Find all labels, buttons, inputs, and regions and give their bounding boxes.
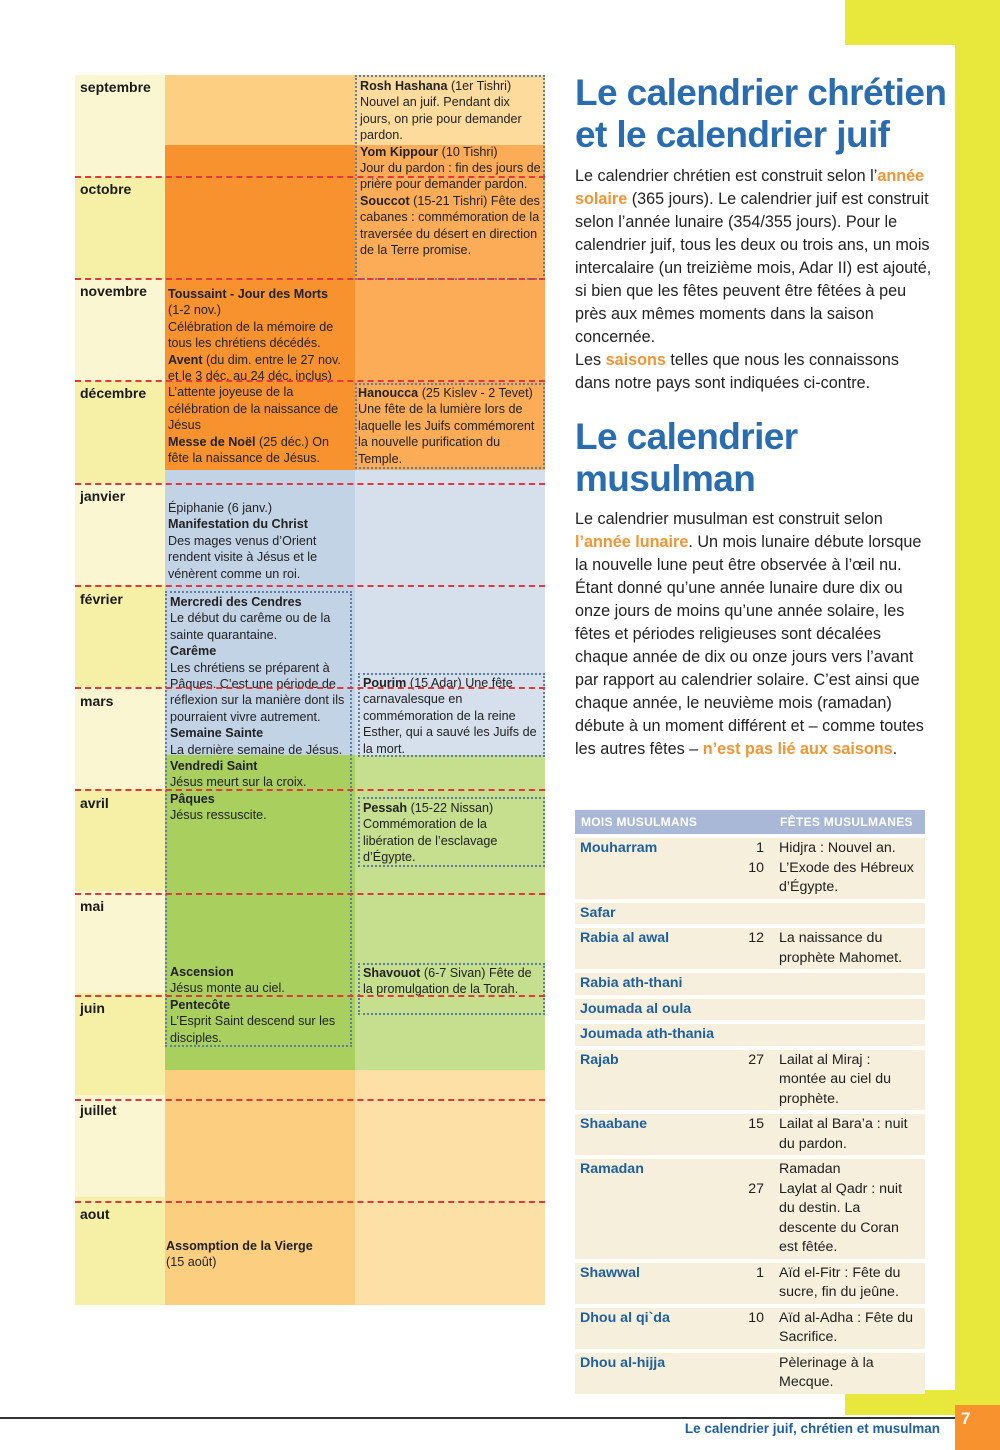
season-block-summer-jewish [355, 1070, 545, 1305]
feast-day [735, 1353, 774, 1394]
month-separator [75, 176, 545, 178]
muslim-month-name: Dhou al-hijja [575, 1353, 735, 1394]
table-row [575, 1050, 925, 1111]
feast-description: Ramadan Laylat al Qadr : nuit du destin. La descente du Coran est fêtée. [774, 1159, 925, 1259]
month-separator [75, 893, 545, 895]
feast-day: 27 [735, 1159, 774, 1259]
muslim-month-name: Ramadan [575, 1159, 735, 1259]
header-spacer [735, 810, 774, 834]
muslim-month-name: Rabia al awal [575, 928, 735, 969]
table-row [575, 903, 925, 925]
feast-description: Aïd el-Fitr : Fête du sucre, fin du jeûne. [774, 1263, 925, 1304]
page-number: 7 [955, 1405, 1000, 1450]
muslim-month-name: Shaabane [575, 1114, 735, 1155]
month-separator [75, 380, 545, 382]
muslim-month-name: Joumada al oula [575, 999, 735, 1021]
feast-day: 10 [735, 1308, 774, 1349]
section-title-christian-jewish [575, 72, 946, 156]
muslim-month-name: Rajab [575, 1050, 735, 1111]
event-pessah: Pessah (15-22 Nissan) Commémoration de la libération de l’esclavage d’Égypte. [363, 801, 498, 865]
feast-description: Lailat al Miraj : montée au ciel du prophète. [774, 1050, 925, 1111]
muslim-month-name: Shawwal [575, 1263, 735, 1304]
event-toussaint-avent-noel: Toussaint - Jour des Morts (1-2 nov.) Célébration de la mémoire de tous les chrétiens décédés. Avent (du dim. entre le 27 nov. et le 3 déc. au 24 déc. inclus) L’attente joyeuse de la célébration de la naissance de Jésus Messe de Noël (25 déc.) On fête la naissance de Jésus. [168, 287, 341, 466]
feast-description: Lailat al Bara’a : nuit du pardon. [774, 1114, 925, 1155]
calendar-chart [75, 75, 545, 1305]
month-separator [75, 1201, 545, 1203]
feast-day [735, 999, 774, 1021]
month-separator [75, 1099, 545, 1101]
footer-rule [0, 1417, 955, 1419]
month-label: mai [80, 898, 105, 914]
feast-description: Hidjra : Nouvel an. L’Exode des Hébreux d’Égypte. [774, 838, 925, 899]
event-rosh-hashana: Rosh Hashana (1er Tishri) Nouvel an juif. Pendant dix jours, on prie pour demander pardon. Yom Kippour (10 Tishri) Jour du pardon : fin des jours de prière pour demander pardon. Souccot (15-21 Tishri) Fête des cabanes : commémoration de la traversée du désert en direction de la Terre promise. [360, 79, 541, 258]
month-label: février [80, 591, 123, 607]
table-row [575, 1114, 925, 1155]
month-label: décembre [80, 385, 147, 401]
event-assomption: Assomption de la Vierge (15 août) [166, 1239, 313, 1270]
muslim-month-name: Safar [575, 903, 735, 925]
feast-description: La naissance du prophète Mahomet. [774, 928, 925, 969]
muslim-months-table [575, 806, 925, 1398]
feast-day: 15 [735, 1114, 774, 1155]
month-separator [75, 483, 545, 485]
month-label: avril [80, 795, 109, 811]
season-block-late-summer-christian [165, 75, 355, 145]
feast-day [735, 903, 774, 925]
month-separator [75, 995, 545, 997]
table-header-row [575, 810, 925, 834]
month-label: janvier [80, 488, 126, 504]
feast-description: Pèlerinage à la Mecque. [774, 1353, 925, 1394]
feast-day [735, 1024, 774, 1046]
table-row [575, 1353, 925, 1394]
month-label: septembre [80, 79, 151, 95]
title-line: Le calendrier chrétien [575, 72, 947, 113]
month-label: mars [80, 693, 114, 709]
header-months: MOIS MUSULMANS [575, 810, 735, 834]
table-row [575, 999, 925, 1021]
feast-description [774, 1024, 925, 1046]
feast-day: 27 [735, 1050, 774, 1111]
month-label: juillet [80, 1102, 117, 1118]
decor-yellow-band-side [955, 45, 1000, 1405]
month-label: novembre [80, 283, 147, 299]
month-label: octobre [80, 181, 132, 197]
month-label: aout [80, 1206, 110, 1222]
muslim-month-name: Mouharram [575, 838, 735, 899]
section-title-muslim [575, 416, 798, 500]
feast-day: 1 [735, 1263, 774, 1304]
decor-yellow-band-top [845, 0, 1000, 45]
event-shavouot: Shavouot (6-7 Sivan) Fête de la promulgation de la Torah. [363, 966, 532, 997]
month-separator [75, 687, 545, 689]
section-paragraph-christian-jewish: Le calendrier chrétien est construit selon l’année solaire (365 jours). Le calendrier juif est construit selon l’année lunaire (354/355 jours). Pour le calendrier juif, tous les deux ou trois ans, un mois intercalaire (un treizième mois, Adar II) est ajouté, si bien que les fêtes peuvent être fêtées à peu près aux mêmes moments dans la saison concernée. Les saisons telles que nous les connaissons dans notre pays sont indiquées ci-contre. [575, 167, 932, 392]
muslim-month-name: Joumada ath-thania [575, 1024, 735, 1046]
table-row [575, 838, 925, 899]
feast-description [774, 999, 925, 1021]
feast-description: Aïd al-Adha : Fête du Sacrifice. [774, 1308, 925, 1349]
feast-day: 12 [735, 928, 774, 969]
month-separator [75, 278, 545, 280]
table-row [575, 928, 925, 969]
feast-description [774, 973, 925, 995]
table-row [575, 1308, 925, 1349]
header-feasts: FÊTES MUSULMANES [774, 810, 925, 834]
month-label: juin [80, 1000, 105, 1016]
month-separator [75, 585, 545, 587]
title-line: et le calendrier juif [575, 114, 890, 155]
event-pourim: Pourim (15 Adar) Une fête carnavalesque en commémoration de la reine Esther, qui a sauvé les Juifs de la mort. [363, 676, 537, 756]
event-epiphanie: Épiphanie (6 janv.) Manifestation du Christ Des mages venus d’Orient rendent visite à Jésus et le vénèrent comme un roi. [168, 501, 318, 581]
running-title: Le calendrier juif, chrétien et musulman [684, 1421, 940, 1436]
month-separator [75, 789, 545, 791]
muslim-month-name: Dhou al qi`da [575, 1308, 735, 1349]
table-row [575, 973, 925, 995]
feast-day: 1 10 [735, 838, 774, 899]
section-paragraph-muslim: Le calendrier musulman est construit selon l’année lunaire. Un mois lunaire débute lorsque la nouvelle lune peut être observée à l’œil nu. Étant donné qu’une année lunaire dure dix ou onze jours de moins qu’une année solaire, les fêtes et périodes religieuses sont décalées chaque année de dix ou onze jours vers l’avant par rapport au calendrier solaire. C’est ainsi que chaque année, le neuvième mois (ramadan) débute à un moment différent et – comme toutes les autres fêtes – n’est pas lié aux saisons. [575, 510, 924, 758]
title-line: Le calendrier [575, 416, 798, 457]
feast-day [735, 973, 774, 995]
event-hanoucca: Hanoucca (25 Kislev - 2 Tevet) Une fête de la lumière lors de laquelle les Juifs commémorent la nouvelle purification du Temple. [358, 386, 535, 466]
table-row [575, 1263, 925, 1304]
muslim-month-name: Rabia ath-thani [575, 973, 735, 995]
table-row [575, 1159, 925, 1259]
table-row [575, 1024, 925, 1046]
feast-description [774, 903, 925, 925]
title-line: musulman [575, 458, 756, 499]
event-ascension-pentecote: Ascension Jésus monte au ciel. Pentecôte L’Esprit Saint descend sur les disciples. [170, 965, 336, 1045]
event-lent-easter: Mercredi des Cendres Le début du carême ou de la sainte quarantaine. Carême Les chrétiens se préparent à Pâques. C’est une période de réflexion sur la manière dont ils pourraient vivre autrement. Semaine Sainte La dernière semaine de Jésus. Vendredi Saint Jésus meurt sur la croix. Pâques Jésus ressuscite. [170, 595, 345, 823]
